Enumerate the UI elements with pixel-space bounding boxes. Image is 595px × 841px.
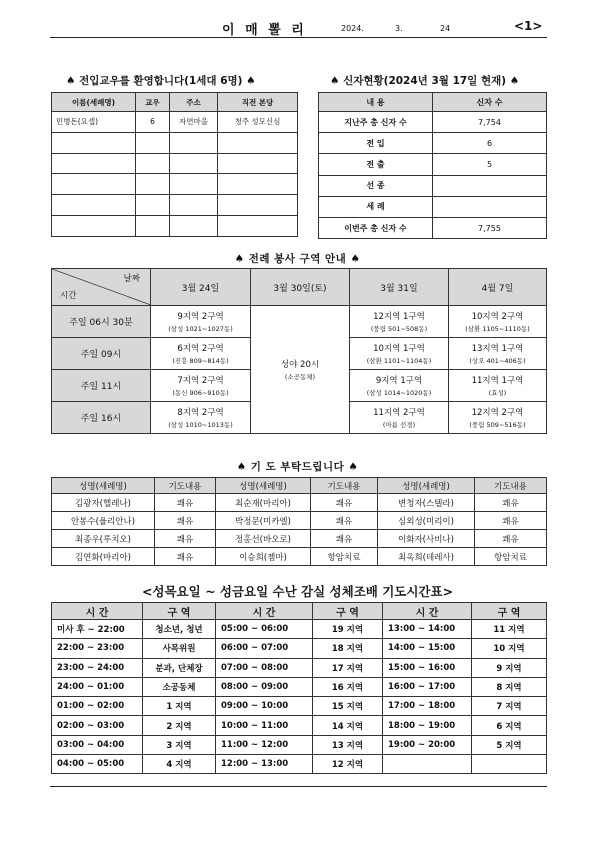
adoration-header-row <box>52 603 547 620</box>
adoration-cell: 23:00 ~ 24:00 <box>52 658 143 677</box>
prayer-cell: 항암치료 <box>311 548 378 566</box>
prayer-cell: 쾌유 <box>155 530 216 548</box>
prayer-section-title: ♠ 기 도 부탁드립니다 ♠ <box>236 461 359 473</box>
transfer-cell <box>170 215 218 236</box>
transfer-table <box>51 92 298 237</box>
adoration-row <box>52 677 547 696</box>
transfer-cell <box>52 174 136 195</box>
stats-row <box>319 133 547 154</box>
stats-cell: 6 <box>433 133 547 154</box>
adoration-cell: 14 지역 <box>313 716 383 735</box>
prayer-cell: 쾌유 <box>155 548 216 566</box>
transfer-row <box>52 153 298 174</box>
adoration-cell: 19 지역 <box>313 620 383 639</box>
adoration-column-header: 구 역 <box>143 603 216 620</box>
adoration-cell: 미사 후 ~ 22:00 <box>52 620 143 639</box>
prayer-row <box>52 548 547 566</box>
transfer-cell <box>218 153 298 174</box>
adoration-cell: 22:00 ~ 23:00 <box>52 639 143 658</box>
service-cell: 11지역 2구역 (아름 선경) <box>350 402 449 434</box>
adoration-cell: 6 지역 <box>472 716 547 735</box>
adoration-cell: 02:00 ~ 03:00 <box>52 716 143 735</box>
service-time: 주일 11시 <box>52 370 151 402</box>
transfer-cell: 청주 성모신심 <box>218 112 298 133</box>
stats-row <box>319 196 547 217</box>
adoration-cell: 18 지역 <box>313 639 383 658</box>
stats-column-header: 신자 수 <box>433 93 547 112</box>
stats-cell: 5 <box>433 154 547 175</box>
date-month: 3. <box>395 24 403 33</box>
adoration-row <box>52 658 547 677</box>
service-time: 주일 09시 <box>52 338 151 370</box>
stats-row <box>319 175 547 196</box>
adoration-column-header: 시 간 <box>52 603 143 620</box>
transfer-cell <box>218 215 298 236</box>
service-cell: 9지역 2구역 (삼성 1021~1027동) <box>151 306 251 338</box>
prayer-cell: 김광자(헬레나) <box>52 494 155 512</box>
adoration-cell: 11 지역 <box>472 620 547 639</box>
adoration-cell: 청소년, 청년 <box>143 620 216 639</box>
adoration-cell: 05:00 ~ 06:00 <box>216 620 313 639</box>
adoration-cell: 08:00 ~ 09:00 <box>216 677 313 696</box>
adoration-table <box>51 602 547 774</box>
adoration-cell: 13:00 ~ 14:00 <box>383 620 472 639</box>
prayer-cell: 변청자(스텔라) <box>378 494 475 512</box>
stats-table <box>318 92 547 239</box>
adoration-cell: 04:00 ~ 05:00 <box>52 755 143 774</box>
service-date-4: 4월 7일 <box>449 269 547 306</box>
prayer-cell: 안봉수(율리안나) <box>52 512 155 530</box>
prayer-cell: 최순재(마리아) <box>216 494 311 512</box>
service-vigil-cell: 성야 20시 (소공동체) <box>251 306 350 434</box>
adoration-cell: 4 지역 <box>143 755 216 774</box>
adoration-cell: 16:00 ~ 17:00 <box>383 677 472 696</box>
prayer-cell: 쾌유 <box>311 530 378 548</box>
transfer-column-header: 이름(세례명) <box>52 93 136 112</box>
service-cell: 12지역 2구역 (풍림 509~516동) <box>449 402 547 434</box>
prayer-cell: 항암치료 <box>475 548 547 566</box>
service-cell: 10지역 1구역 (삼환 1101~1104동) <box>350 338 449 370</box>
transfer-cell <box>170 195 218 216</box>
transfer-cell <box>136 174 170 195</box>
transfer-column-header: 직전 본당 <box>218 93 298 112</box>
adoration-column-header: 시 간 <box>216 603 313 620</box>
transfer-cell <box>136 153 170 174</box>
adoration-cell: 19:00 ~ 20:00 <box>383 735 472 754</box>
adoration-cell: 03:00 ~ 04:00 <box>52 735 143 754</box>
service-cell: 8지역 2구역 (삼성 1010~1013동) <box>151 402 251 434</box>
adoration-cell: 15 지역 <box>313 697 383 716</box>
prayer-column-header: 기도내용 <box>311 478 378 494</box>
adoration-row <box>52 620 547 639</box>
adoration-cell: 3 지역 <box>143 735 216 754</box>
adoration-cell: 1 지역 <box>143 697 216 716</box>
adoration-cell: 사목위원 <box>143 639 216 658</box>
prayer-column-header: 기도내용 <box>155 478 216 494</box>
prayer-table <box>51 477 547 566</box>
transfer-row <box>52 215 298 236</box>
service-table <box>51 268 547 434</box>
footer-rule <box>50 786 547 787</box>
prayer-cell: 심외성(미리이) <box>378 512 475 530</box>
transfer-cell <box>170 132 218 153</box>
prayer-column-header: 성명(세례명) <box>216 478 311 494</box>
transfer-cell: 자연마을 <box>170 112 218 133</box>
transfer-column-header: 주소 <box>170 93 218 112</box>
adoration-cell: 16 지역 <box>313 677 383 696</box>
transfer-row <box>52 132 298 153</box>
prayer-cell: 쾌유 <box>475 530 547 548</box>
service-time: 주일 16시 <box>52 402 151 434</box>
stats-cell: 전 입 <box>319 133 433 154</box>
adoration-cell: 12 지역 <box>313 755 383 774</box>
service-cell: 13지역 1구역 (상오 401~406동) <box>449 338 547 370</box>
prayer-cell: 박정문(미카엘) <box>216 512 311 530</box>
adoration-cell <box>472 755 547 774</box>
transfer-cell <box>52 215 136 236</box>
stats-cell: 선 종 <box>319 175 433 196</box>
date-year: 2024. <box>341 24 364 33</box>
transfer-cell <box>52 195 136 216</box>
stats-cell: 전 출 <box>319 154 433 175</box>
prayer-column-header: 성명(세례명) <box>52 478 155 494</box>
transfer-cell: 6 <box>136 112 170 133</box>
stats-row <box>319 112 547 133</box>
stats-section-title: ♠ 신자현황(2024년 3월 17일 현재) ♠ <box>330 75 520 87</box>
adoration-cell: 12:00 ~ 13:00 <box>216 755 313 774</box>
prayer-cell: 최옥희(데레사) <box>378 548 475 566</box>
prayer-cell: 쾌유 <box>155 512 216 530</box>
prayer-cell: 최종우(루치오) <box>52 530 155 548</box>
stats-cell: 7,754 <box>433 112 547 133</box>
transfer-cell <box>136 215 170 236</box>
transfer-cell: 민병돈(요셉) <box>52 112 136 133</box>
transfer-column-header: 교우 <box>136 93 170 112</box>
stats-cell: 7,755 <box>433 217 547 238</box>
adoration-cell: 07:00 ~ 08:00 <box>216 658 313 677</box>
stats-cell: 이번주 총 신자 수 <box>319 217 433 238</box>
adoration-row <box>52 639 547 658</box>
prayer-cell: 쾌유 <box>311 494 378 512</box>
newsletter-title: 이 매 뽈 리 <box>222 23 307 38</box>
transfer-cell <box>170 153 218 174</box>
header-rule <box>50 37 547 38</box>
transfer-cell <box>52 153 136 174</box>
service-time: 주일 06시 30분 <box>52 306 151 338</box>
prayer-cell: 쾌유 <box>475 512 547 530</box>
prayer-cell: 김연화(마리아) <box>52 548 155 566</box>
adoration-column-header: 구 역 <box>313 603 383 620</box>
stats-row <box>319 217 547 238</box>
adoration-cell: 13 지역 <box>313 735 383 754</box>
adoration-cell: 8 지역 <box>472 677 547 696</box>
adoration-column-header: 시 간 <box>383 603 472 620</box>
corner-date-label: 날짜 <box>123 274 140 284</box>
adoration-column-header: 구 역 <box>472 603 547 620</box>
transfer-header-row <box>52 93 298 112</box>
adoration-cell: 09:00 ~ 10:00 <box>216 697 313 716</box>
prayer-cell: 쾌유 <box>475 494 547 512</box>
prayer-column-header: 성명(세례명) <box>378 478 475 494</box>
transfer-cell <box>52 132 136 153</box>
service-cell: 10지역 2구역 (삼환 1105~1110동) <box>449 306 547 338</box>
corner-time-label: 시간 <box>60 291 77 301</box>
stats-cell <box>433 196 547 217</box>
prayer-cell: 이화자(사비나) <box>378 530 475 548</box>
transfer-row <box>52 195 298 216</box>
prayer-cell: 이승희(젬마) <box>216 548 311 566</box>
adoration-cell: 5 지역 <box>472 735 547 754</box>
adoration-cell: 18:00 ~ 19:00 <box>383 716 472 735</box>
prayer-row <box>52 494 547 512</box>
stats-cell: 세 례 <box>319 196 433 217</box>
adoration-cell: 소공동체 <box>143 677 216 696</box>
prayer-cell: 쾌유 <box>155 494 216 512</box>
transfer-cell <box>218 132 298 153</box>
service-section-title: ♠ 전례 봉사 구역 안내 ♠ <box>234 253 361 265</box>
prayer-row <box>52 512 547 530</box>
service-cell: 12지역 1구역 (풍림 501~508동) <box>350 306 449 338</box>
adoration-cell: 2 지역 <box>143 716 216 735</box>
adoration-row <box>52 755 547 774</box>
adoration-cell: 06:00 ~ 07:00 <box>216 639 313 658</box>
service-date-2: 3월 30일(토) <box>251 269 350 306</box>
transfer-cell <box>218 174 298 195</box>
prayer-row <box>52 530 547 548</box>
adoration-cell: 11:00 ~ 12:00 <box>216 735 313 754</box>
service-cell: 9지역 1구역 (삼성 1014~1020동) <box>350 370 449 402</box>
transfer-cell <box>136 195 170 216</box>
adoration-row <box>52 735 547 754</box>
adoration-section-title: <성목요일 ~ 성금요일 수난 감실 성체조배 기도시간표> <box>141 584 454 599</box>
transfer-row <box>52 174 298 195</box>
service-cell: 7지역 2구역 (동신 906~910동) <box>151 370 251 402</box>
service-cell: 6지역 2구역 (진흥 809~814동) <box>151 338 251 370</box>
adoration-cell: 17 지역 <box>313 658 383 677</box>
date-day: 24 <box>440 24 451 33</box>
service-corner-cell <box>52 269 151 306</box>
adoration-cell: 10 지역 <box>472 639 547 658</box>
prayer-cell: 정홍선(바오로) <box>216 530 311 548</box>
transfer-cell <box>136 132 170 153</box>
page-number: <1> <box>514 19 543 33</box>
adoration-cell: 분과, 단체장 <box>143 658 216 677</box>
adoration-cell: 01:00 ~ 02:00 <box>52 697 143 716</box>
adoration-cell: 15:00 ~ 16:00 <box>383 658 472 677</box>
adoration-cell: 7 지역 <box>472 697 547 716</box>
transfer-cell <box>170 174 218 195</box>
adoration-cell <box>383 755 472 774</box>
service-cell: 11지역 1구역 (효성) <box>449 370 547 402</box>
transfer-row <box>52 112 298 133</box>
prayer-header-row <box>52 478 547 494</box>
transfer-cell <box>218 195 298 216</box>
stats-cell <box>433 175 547 196</box>
prayer-column-header: 기도내용 <box>475 478 547 494</box>
adoration-row <box>52 697 547 716</box>
service-date-1: 3월 24일 <box>151 269 251 306</box>
adoration-cell: 10:00 ~ 11:00 <box>216 716 313 735</box>
prayer-cell: 쾌유 <box>311 512 378 530</box>
stats-header-row <box>319 93 547 112</box>
stats-row <box>319 154 547 175</box>
transfer-section-title: ♠ 전입교우를 환영합니다(1세대 6명) ♠ <box>66 75 256 87</box>
stats-cell: 지난주 총 신자 수 <box>319 112 433 133</box>
adoration-cell: 9 지역 <box>472 658 547 677</box>
service-date-3: 3월 31일 <box>350 269 449 306</box>
adoration-cell: 17:00 ~ 18:00 <box>383 697 472 716</box>
stats-column-header: 내 용 <box>319 93 433 112</box>
adoration-cell: 14:00 ~ 15:00 <box>383 639 472 658</box>
adoration-row <box>52 716 547 735</box>
adoration-cell: 24:00 ~ 01:00 <box>52 677 143 696</box>
